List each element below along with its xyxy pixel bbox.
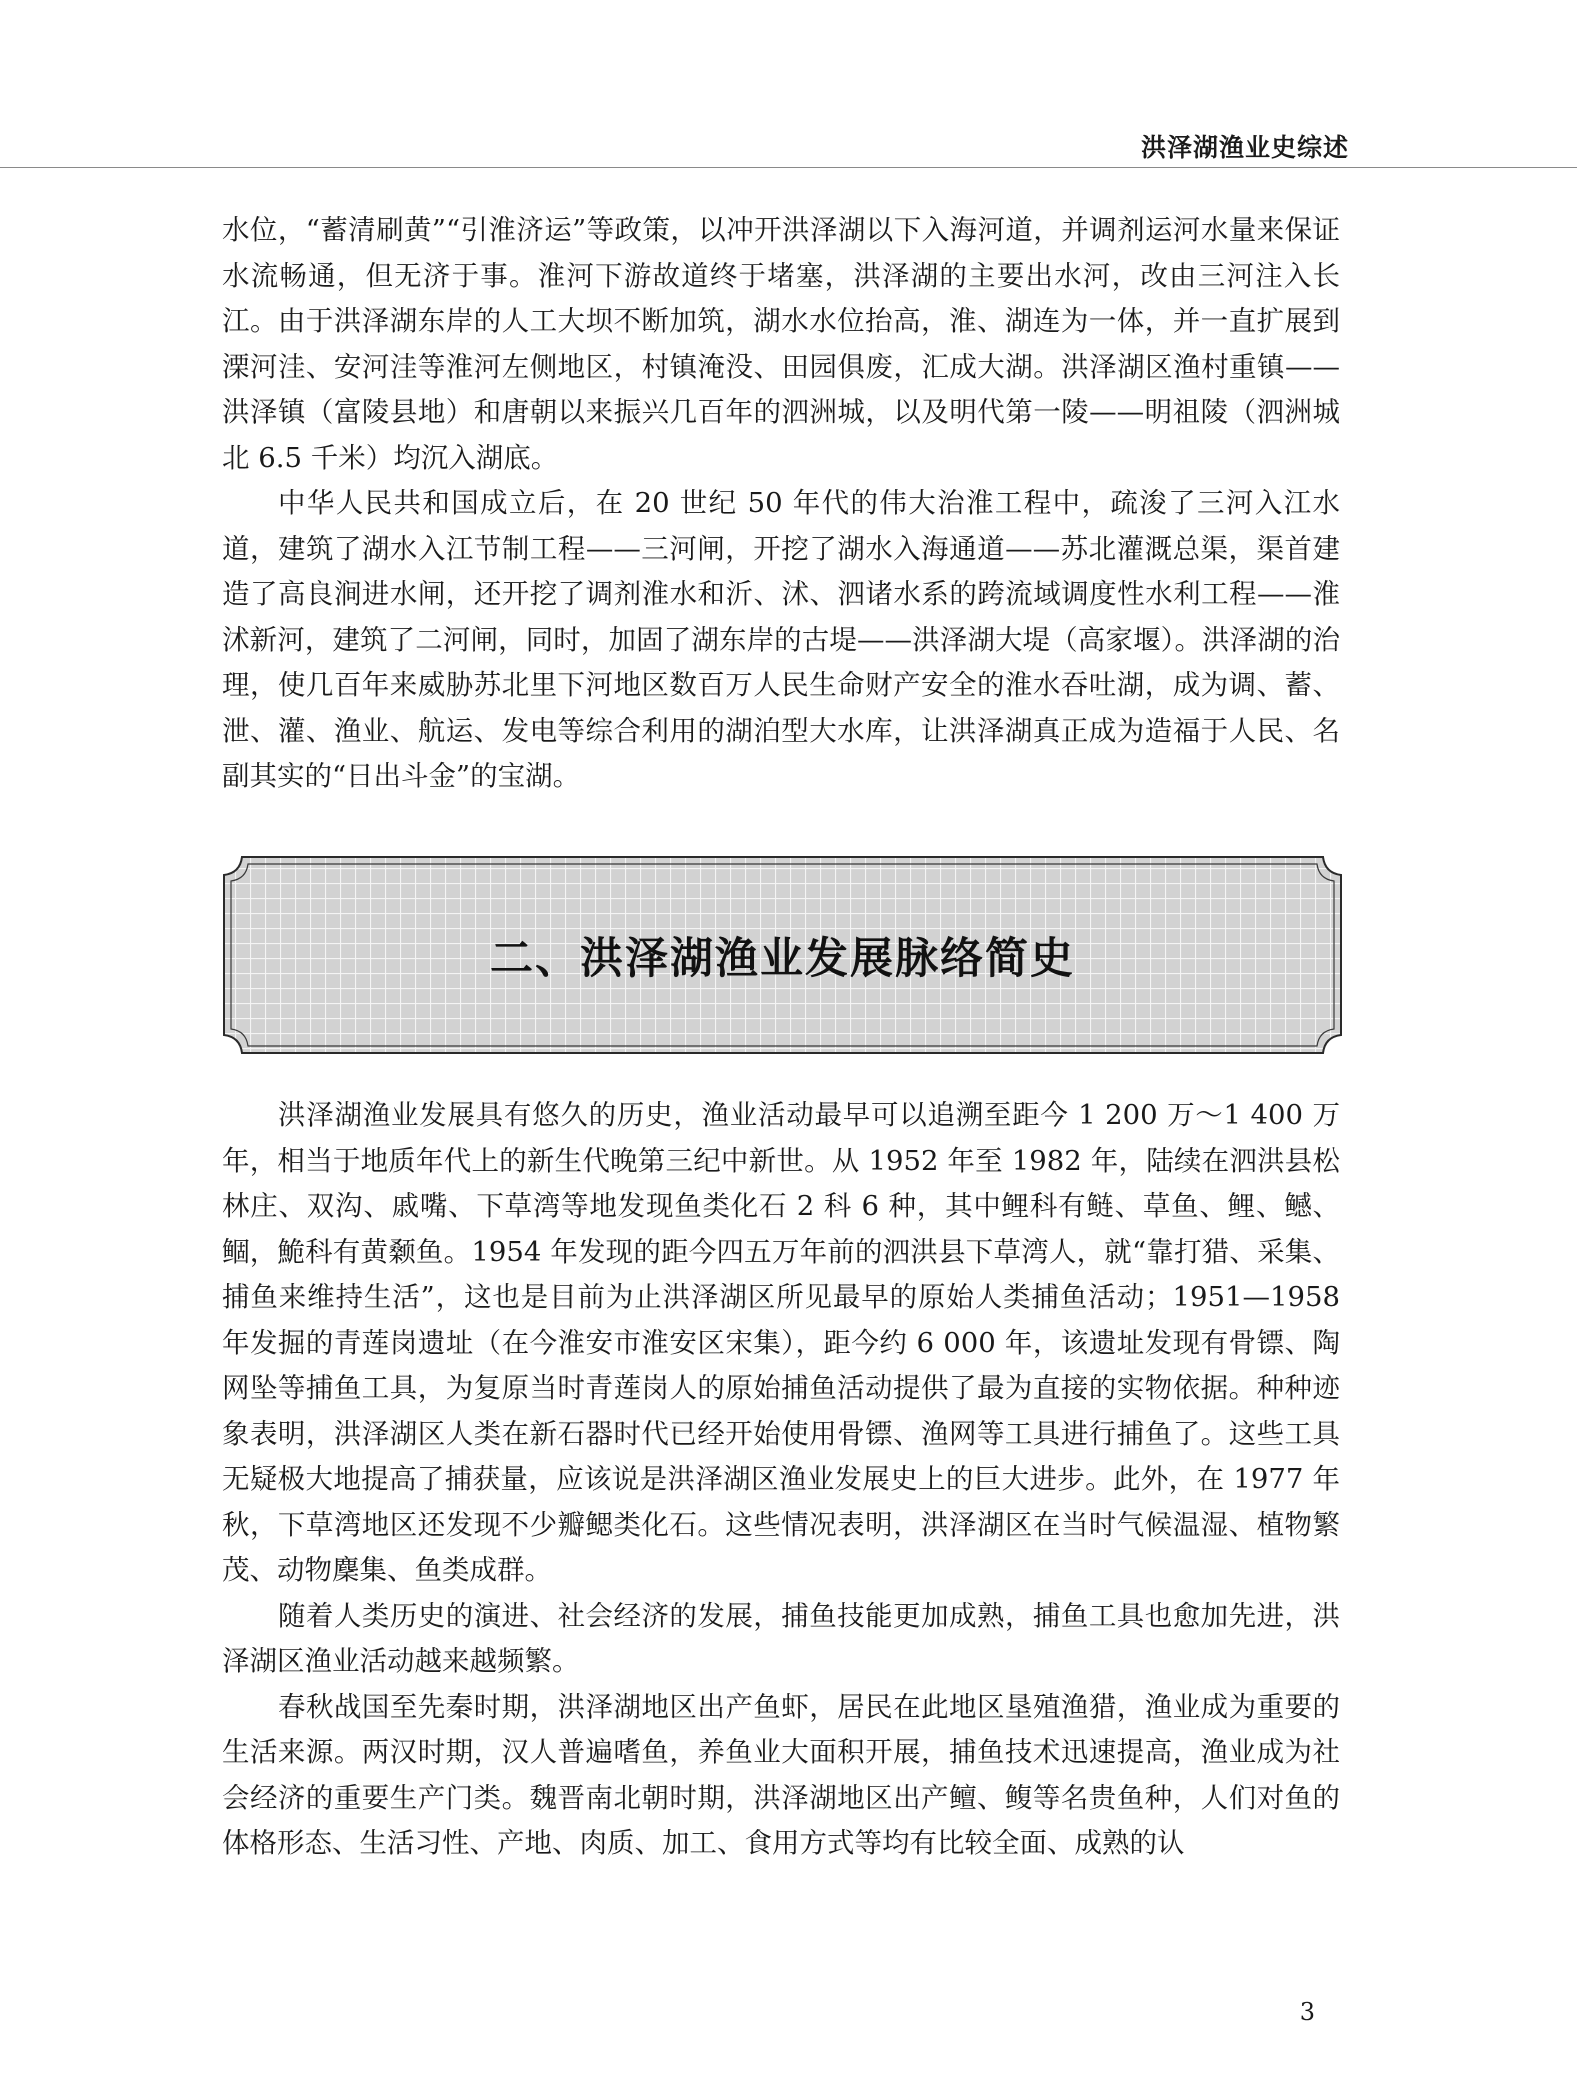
paragraph: 随着人类历史的演进、社会经济的发展，捕鱼技能更加成熟，捕鱼工具也愈加先进，洪泽湖区渔业活动越来越频繁。 bbox=[222, 1599, 1340, 1677]
paragraph: 中华人民共和国成立后，在 20 世纪 50 年代的伟大治淮工程中，疏浚了三河入江水道，建筑了湖水入江节制工程——三河闸，开挖了湖水入海通道——苏北灌溉总渠，渠首建造了高良涧进水闸，还开挖了调剂淮水和沂、沭、泗诸水系的跨流域调度性水利工程——淮沭新河，建筑了二河闸，同时，加固了湖东岸的古堤——洪泽湖大堤（高家堰）。洪泽湖的治理，使几百年来威胁苏北里下河地区数百万人民生命财产安全的淮水吞吐湖，成为调、蓄、泄、灌、渔业、航运、发电等综合利用的湖泊型大水库，让洪泽湖真正成为造福于人民、名副其实的“日出斗金”的宝湖。 bbox=[222, 487, 1340, 792]
body-text-bottom bbox=[222, 1093, 1340, 1867]
page-number: 3 bbox=[1299, 1998, 1315, 2026]
running-header-title: 洪泽湖渔业史综述 bbox=[1140, 133, 1349, 162]
header-divider bbox=[0, 167, 1577, 168]
body-text-top bbox=[222, 208, 1340, 800]
paragraph: 春秋战国至先秦时期，洪泽湖地区出产鱼虾，居民在此地区垦殖渔猎，渔业成为重要的生活来源。两汉时期，汉人普遍嗜鱼，养鱼业大面积开展，捕鱼技术迅速提高，渔业成为社会经济的重要生产门类。魏晋南北朝时期，洪泽湖地区出产鳣、鳆等名贵鱼种，人们对鱼的体格形态、生活习性、产地、肉质、加工、食用方式等均有比较全面、成熟的认 bbox=[222, 1690, 1340, 1859]
section-heading: 二、洪泽湖渔业发展脉络简史 bbox=[490, 933, 1075, 984]
running-header bbox=[0, 0, 1577, 168]
section-banner bbox=[220, 853, 1345, 1057]
paragraph: 洪泽湖渔业发展具有悠久的历史，渔业活动最早可以追溯至距今 1 200 万～1 400 万年，相当于地质年代上的新生代晚第三纪中新世。从 1952 年至 1982 年，陆续在泗洪县松林庄、双沟、戚嘴、下草湾等地发现鱼类化石 2 科 6 种，其中鲤科有鲢、草鱼、鲤、鳡、鲴，鮠科有黄颡鱼。1954 年发现的距今四五万年前的泗洪县下草湾人，就“靠打猎、采集、捕鱼来维持生活”，这也是目前为止洪泽湖区所见最早的原始人类捕鱼活动；1951—1958 年发掘的青莲岗遗址（在今淮安市淮安区宋集），距今约 6 000 年，该遗址发现有骨镖、陶网坠等捕鱼工具，为复原当时青莲岗人的原始捕鱼活动提供了最为直接的实物依据。种种迹象表明，洪泽湖区人类在新石器时代已经开始使用骨镖、渔网等工具进行捕鱼了。这些工具无疑极大地提高了捕获量，应该说是洪泽湖区渔业发展史上的巨大进步。此外，在 1977 年秋，下草湾地区还发现不少瓣鳃类化石。这些情况表明，洪泽湖区在当时气候温湿、植物繁茂、动物麇集、鱼类成群。 bbox=[222, 1099, 1340, 1586]
paragraph: 水位，“蓄清刷黄”“引淮济运”等政策，以冲开洪泽湖以下入海河道，并调剂运河水量来保证水流畅通，但无济于事。淮河下游故道终于堵塞，洪泽湖的主要出水河，改由三河注入长江。由于洪泽湖东岸的人工大坝不断加筑，湖水水位抬高，淮、湖连为一体，并一直扩展到溧河洼、安河洼等淮河左侧地区，村镇淹没、田园俱废，汇成大湖。洪泽湖区渔村重镇——洪泽镇（富陵县地）和唐朝以来振兴几百年的泗洲城，以及明代第一陵——明祖陵（泗洲城北 6.5 千米）均沉入湖底。 bbox=[222, 214, 1340, 474]
